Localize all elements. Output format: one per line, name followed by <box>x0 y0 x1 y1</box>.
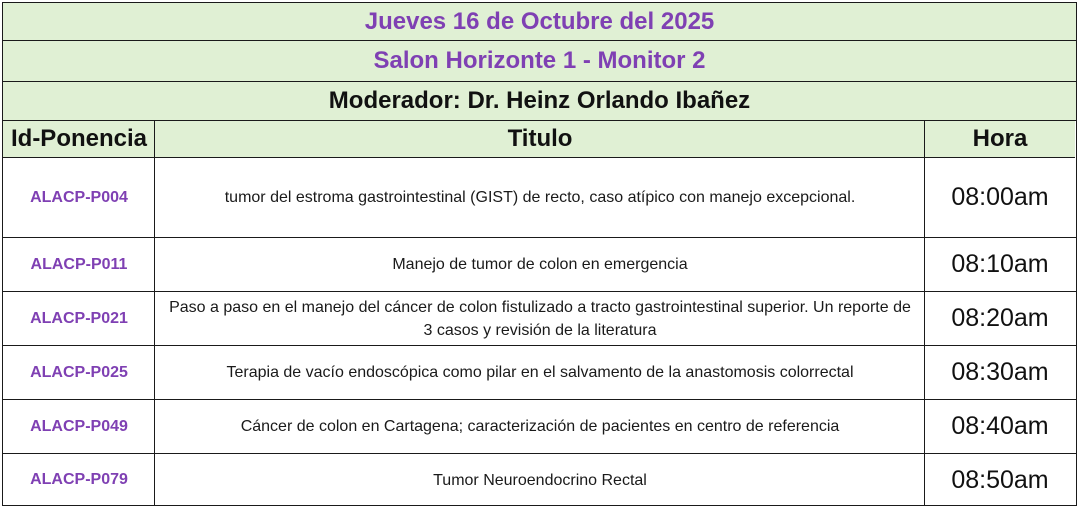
presentation-title: Tumor Neuroendocrino Rectal <box>433 471 647 489</box>
presentation-title: tumor del estroma gastrointestinal (GIST) de recto, caso atípico con manejo excepcional. <box>224 189 856 206</box>
presentation-id: ALACP-P049 <box>30 417 128 435</box>
presentation-title: Paso a paso en el manejo del cáncer de colon fistulizado a tracto gastrointestinal superior. Un reporte de 3 casos y revisión de la literatura <box>169 298 911 339</box>
presentation-time: 08:20am <box>951 304 1049 332</box>
session-date: Jueves 16 de Octubre del 2025 <box>3 3 1076 41</box>
column-header-title: Titulo <box>155 121 925 158</box>
table-row <box>3 238 1076 292</box>
presentation-id: ALACP-P079 <box>30 471 128 488</box>
presentation-title: Terapia de vacío endoscópica como pilar en el salvamento de la anastomosis colorrectal <box>226 364 854 381</box>
column-header-time: Hora <box>925 121 1075 158</box>
column-header-id: Id-Ponencia <box>3 121 155 158</box>
presentation-time: 08:50am <box>951 465 1049 494</box>
presentation-title: Manejo de tumor de colon en emergencia <box>392 256 688 273</box>
table-row <box>3 454 1076 506</box>
presentation-time: 08:10am <box>951 250 1049 278</box>
session-room: Salon Horizonte 1 - Monitor 2 <box>3 41 1076 82</box>
table-row <box>3 400 1076 454</box>
presentation-time: 08:30am <box>951 358 1049 386</box>
presentation-id: ALACP-P025 <box>30 363 128 381</box>
session-moderator: Moderador: Dr. Heinz Orlando Ibañez <box>3 82 1076 121</box>
table-row <box>3 346 1076 400</box>
schedule-table <box>2 2 1077 506</box>
table-row <box>3 158 1076 238</box>
presentation-id: ALACP-P011 <box>30 255 128 273</box>
table-row <box>3 292 1076 346</box>
presentation-title: Cáncer de colon en Cartagena; caracterización de pacientes en centro de referencia <box>240 418 840 435</box>
presentation-id: ALACP-P004 <box>30 188 128 206</box>
presentation-id: ALACP-P021 <box>30 309 128 327</box>
presentation-time: 08:00am <box>951 183 1049 211</box>
presentation-time: 08:40am <box>951 412 1049 440</box>
